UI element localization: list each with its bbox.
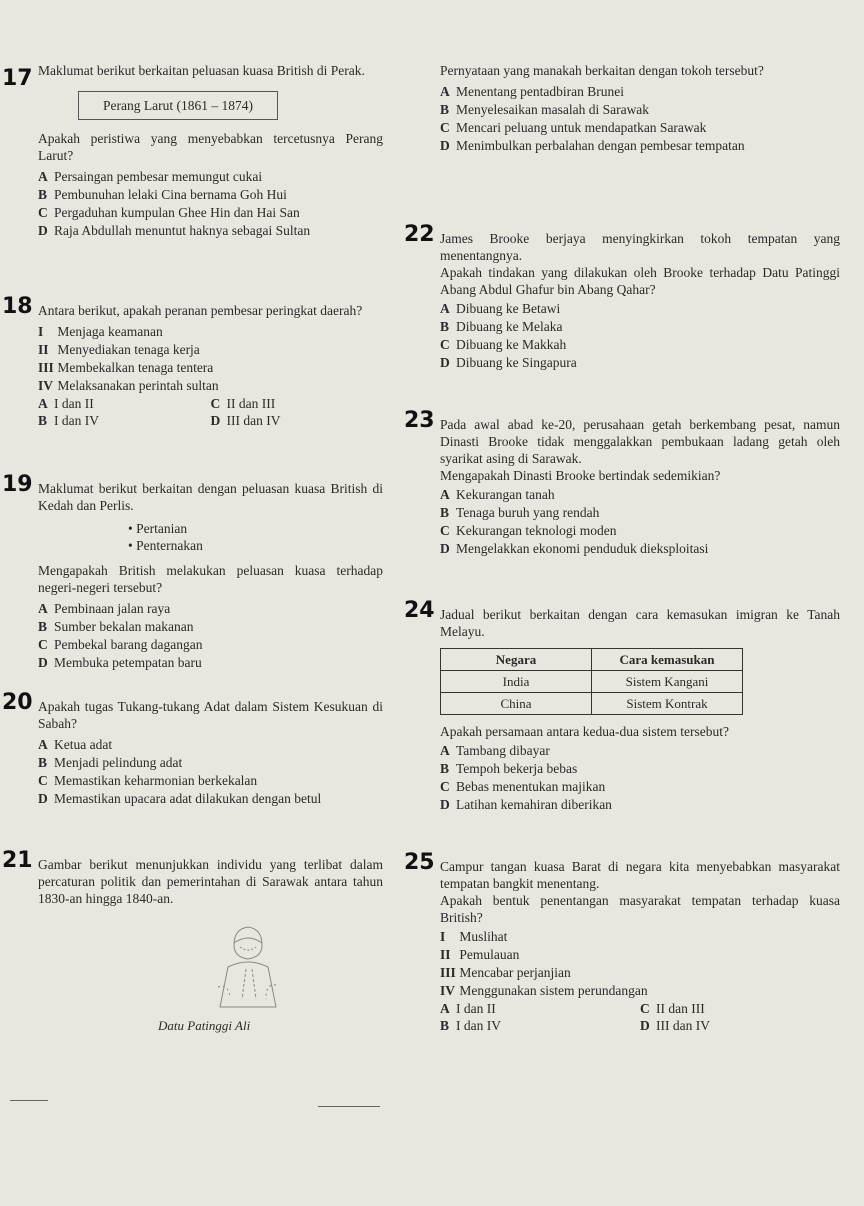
statement-iv (440, 982, 840, 999)
option-text: Bebas menentukan majikan (456, 779, 606, 794)
statement-ii (440, 946, 840, 963)
question-stem: Antara berikut, apakah peranan pembesar peringkat daerah? (38, 303, 363, 318)
option-d[interactable] (640, 1017, 840, 1034)
left-column (2, 62, 383, 1034)
option-text: Menjadi pelindung adat (54, 755, 183, 770)
option-letter: D (440, 541, 450, 556)
option-c[interactable] (440, 119, 840, 136)
question-number: 24 (404, 598, 435, 623)
option-text: Tambang dibayar (456, 743, 550, 758)
option-b[interactable] (440, 504, 840, 521)
question-17 (2, 62, 383, 284)
option-letter: A (38, 601, 48, 616)
question-number: 22 (404, 222, 435, 247)
question-number: 23 (404, 408, 435, 433)
statement-text: Mencabar perjanjian (459, 965, 571, 980)
option-text: Menimbulkan perbalahan dengan pembesar tempatan (456, 138, 745, 153)
option-letter: B (38, 413, 48, 428)
option-text: Sumber bekalan makanan (54, 619, 194, 634)
question-number: 19 (2, 472, 33, 497)
option-letter: C (38, 205, 48, 220)
option-letter: C (38, 637, 48, 652)
option-letter: B (38, 187, 48, 202)
option-c[interactable] (440, 778, 840, 795)
option-text: Tenaga buruh yang rendah (456, 505, 600, 520)
option-letter: C (440, 337, 450, 352)
option-a[interactable] (38, 395, 211, 412)
table-row (441, 693, 743, 715)
option-letter: D (440, 355, 450, 370)
question-stem: Maklumat berikut berkaitan dengan peluasan kuasa British di Kedah dan Perlis. (38, 481, 383, 513)
option-text: Persaingan pembesar memungut cukai (54, 169, 263, 184)
question-stem: Pada awal abad ke-20, perusahaan getah berkembang pesat, namun Dinasti Brooke tidak menggalakkan pembukaan ladang getah oleh syarikat asing di Sarawak. (440, 417, 840, 466)
statement-list (38, 323, 383, 394)
option-d[interactable] (38, 222, 383, 239)
info-bullets (128, 520, 383, 554)
option-c[interactable] (440, 336, 840, 353)
portrait-caption: Datu Patinggi Ali (158, 1018, 251, 1033)
option-d[interactable] (211, 412, 384, 429)
question-23 (404, 408, 840, 606)
option-text: Raja Abdullah menuntut haknya sebagai Sultan (54, 223, 311, 238)
option-letter: D (440, 138, 450, 153)
question-stem: James Brooke berjaya menyingkirkan tokoh tempatan yang menentangnya. (440, 231, 840, 263)
question-number: 20 (2, 690, 33, 715)
option-d[interactable] (440, 354, 840, 371)
right-column (404, 62, 840, 1034)
option-d[interactable] (440, 540, 840, 557)
option-text: I dan IV (456, 1018, 501, 1033)
option-b[interactable] (38, 618, 383, 635)
roman-numeral: II (38, 342, 49, 357)
option-letter: D (210, 413, 221, 428)
option-b[interactable] (38, 186, 383, 203)
option-letter: C (38, 773, 48, 788)
option-text: Pembunuhan lelaki Cina bernama Goh Hui (54, 187, 287, 202)
question-21-continued (440, 62, 840, 230)
table-header-row (441, 649, 743, 671)
statement-text: Menjaga keamanan (57, 324, 163, 339)
option-letter: C (440, 523, 450, 538)
question-text: Apakah persamaan antara kedua-dua sistem tersebut? (440, 724, 729, 739)
option-text: Mencari peluang untuk mendapatkan Sarawak (456, 120, 707, 135)
question-number: 18 (2, 294, 33, 319)
option-c[interactable] (211, 395, 384, 412)
option-letter: A (38, 396, 48, 411)
statement-iii (440, 964, 840, 981)
statement-list (440, 928, 840, 999)
option-letter: B (440, 761, 450, 776)
option-letter: A (440, 1001, 450, 1016)
roman-numeral: III (440, 965, 456, 980)
option-letter: C (440, 120, 450, 135)
options-list (440, 83, 840, 154)
option-letter: D (38, 223, 48, 238)
divider (318, 1106, 380, 1107)
roman-numeral: IV (440, 983, 456, 998)
options-list (38, 600, 383, 671)
option-letter: B (440, 319, 450, 334)
option-letter: D (640, 1018, 650, 1033)
statement-text: Melaksanakan perintah sultan (57, 378, 219, 393)
option-b[interactable] (440, 101, 840, 118)
question-text: Apakah bentuk penentangan masyarakat tempatan terhadap kuasa British? (440, 893, 840, 925)
table-header: Cara kemasukan (592, 649, 743, 671)
question-22 (404, 222, 840, 416)
option-c[interactable] (640, 1000, 840, 1017)
options-list (38, 168, 383, 239)
option-text: Dibuang ke Singapura (456, 355, 577, 370)
option-letter: D (38, 655, 48, 670)
option-text: Mengelakkan ekonomi penduduk dieksploitasi (456, 541, 709, 556)
option-letter: C (440, 779, 450, 794)
option-letter: D (38, 791, 48, 806)
table-header: Negara (441, 649, 592, 671)
option-letter: C (210, 396, 221, 411)
question-stem: Apakah tugas Tukang-tukang Adat dalam Sistem Kesukuan di Sabah? (38, 699, 383, 731)
statement-i (38, 323, 383, 340)
option-letter: D (440, 797, 450, 812)
statement-text: Pemulauan (459, 947, 520, 962)
question-19 (2, 472, 383, 686)
option-text: I dan II (54, 396, 94, 411)
option-a[interactable] (38, 600, 383, 617)
option-text: II dan III (226, 396, 276, 411)
roman-numeral: I (440, 929, 446, 944)
roman-numeral: II (440, 947, 451, 962)
question-stem: Jadual berikut berkaitan dengan cara kemasukan imigran ke Tanah Melayu. (440, 607, 840, 639)
question-text: Mengapakah Dinasti Brooke bertindak sedemikian? (440, 468, 721, 483)
question-24 (404, 598, 840, 852)
option-text: Memastikan upacara adat dilakukan dengan betul (54, 791, 322, 806)
statement-iv (38, 377, 383, 394)
portrait-sketch-icon (188, 917, 308, 1017)
question-number: 21 (2, 848, 33, 873)
question-text: Mengapakah British melakukan peluasan kuasa terhadap negeri-negeri tersebut? (38, 563, 383, 595)
option-d[interactable] (38, 654, 383, 671)
statement-i (440, 928, 840, 945)
option-text: Latihan kemahiran diberikan (456, 797, 612, 812)
option-text: III dan IV (656, 1018, 710, 1033)
question-number: 25 (404, 850, 435, 875)
question-stem: Campur tangan kuasa Barat di negara kita menyebabkan masyarakat tempatan bangkit menentang. (440, 859, 840, 891)
option-text: III dan IV (226, 413, 281, 428)
divider (10, 1100, 48, 1101)
question-25 (404, 850, 840, 1034)
option-letter: B (440, 505, 450, 520)
option-text: Kekurangan tanah (456, 487, 555, 502)
option-a[interactable] (440, 486, 840, 503)
table-cell: China (441, 693, 592, 715)
bullet-item: • Penternakan (128, 537, 383, 554)
option-text: Pergaduhan kumpulan Ghee Hin dan Hai San (54, 205, 300, 220)
info-box: Perang Larut (1861 – 1874) (78, 91, 278, 120)
option-d[interactable] (38, 790, 383, 807)
option-text: Dibuang ke Betawi (456, 301, 561, 316)
statement-text: Muslihat (459, 929, 508, 944)
options-list (440, 742, 840, 813)
table-cell: Sistem Kontrak (592, 693, 743, 715)
bullet-item: • Pertanian (128, 520, 383, 537)
options-list (440, 300, 840, 371)
question-stem: Maklumat berikut berkaitan peluasan kuasa British di Perak. (38, 63, 365, 78)
option-a[interactable] (440, 742, 840, 759)
option-text: Membuka petempatan baru (54, 655, 202, 670)
option-c[interactable] (38, 204, 383, 221)
option-text: Pembekal barang dagangan (54, 637, 203, 652)
option-letter: B (440, 1018, 450, 1033)
table-row (441, 671, 743, 693)
statement-text: Membekalkan tenaga tentera (57, 360, 214, 375)
option-text: Menentang pentadbiran Brunei (456, 84, 624, 99)
options-row-1 (38, 395, 383, 412)
statement-text: Menggunakan sistem perundangan (459, 983, 648, 998)
option-letter: A (440, 743, 450, 758)
option-b[interactable] (440, 318, 840, 335)
option-letter: A (38, 737, 48, 752)
option-text: Pembinaan jalan raya (54, 601, 171, 616)
table-cell: India (441, 671, 592, 693)
option-b[interactable] (38, 754, 383, 771)
option-text: Dibuang ke Melaka (456, 319, 563, 334)
option-c[interactable] (440, 522, 840, 539)
option-b[interactable] (440, 1017, 640, 1034)
roman-numeral: I (38, 324, 44, 339)
option-letter: B (38, 755, 48, 770)
option-text: I dan II (456, 1001, 496, 1016)
option-d[interactable] (440, 137, 840, 154)
question-stem: Gambar berikut menunjukkan individu yang terlibat dalam percaturan politik dan pemerintahan di Sarawak antara tahun 1830-an hingga 1840-an. (38, 857, 383, 906)
immigration-table (440, 648, 743, 715)
option-a[interactable] (440, 1000, 640, 1017)
option-d[interactable] (440, 796, 840, 813)
option-text: Dibuang ke Makkah (456, 337, 567, 352)
option-text: Menyelesaikan masalah di Sarawak (456, 102, 650, 117)
question-text: Pernyataan yang manakah berkaitan dengan tokoh tersebut? (440, 63, 764, 78)
option-text: Ketua adat (54, 737, 113, 752)
options-row-2 (38, 412, 383, 429)
options-list (38, 736, 383, 807)
option-letter: A (440, 301, 450, 316)
question-20 (2, 690, 383, 848)
option-text: Tempoh bekerja bebas (456, 761, 578, 776)
question-text: Apakah tindakan yang dilakukan oleh Brooke terhadap Datu Patinggi Abang Abdul Ghafur bin Abang Qahar? (440, 265, 840, 297)
option-text: II dan III (656, 1001, 705, 1016)
roman-numeral: III (38, 360, 54, 375)
options-row-1 (440, 1000, 840, 1017)
option-a[interactable] (38, 168, 383, 185)
option-b[interactable] (440, 760, 840, 777)
table-cell: Sistem Kangani (592, 671, 743, 693)
option-letter: A (440, 487, 450, 502)
question-number: 17 (2, 66, 33, 91)
portrait-illustration (188, 917, 308, 1017)
roman-numeral: IV (38, 378, 54, 393)
option-c[interactable] (38, 636, 383, 653)
option-a[interactable] (38, 736, 383, 753)
option-letter: B (38, 619, 48, 634)
statement-ii (38, 341, 383, 358)
question-21 (2, 848, 383, 1034)
option-letter: B (440, 102, 450, 117)
option-letter: A (38, 169, 48, 184)
option-a[interactable] (440, 83, 840, 100)
question-text: Apakah peristiwa yang menyebabkan tercetusnya Perang Larut? (38, 131, 383, 163)
option-text: I dan IV (54, 413, 99, 428)
option-letter: C (640, 1001, 650, 1016)
statement-iii (38, 359, 383, 376)
option-text: Kekurangan teknologi moden (456, 523, 617, 538)
options-list (440, 486, 840, 557)
option-b[interactable] (38, 412, 211, 429)
option-c[interactable] (38, 772, 383, 789)
option-letter: A (440, 84, 450, 99)
options-row-2 (440, 1017, 840, 1034)
statement-text: Menyediakan tenaga kerja (57, 342, 200, 357)
question-18 (2, 294, 383, 474)
option-text: Memastikan keharmonian berkekalan (54, 773, 258, 788)
option-a[interactable] (440, 300, 840, 317)
